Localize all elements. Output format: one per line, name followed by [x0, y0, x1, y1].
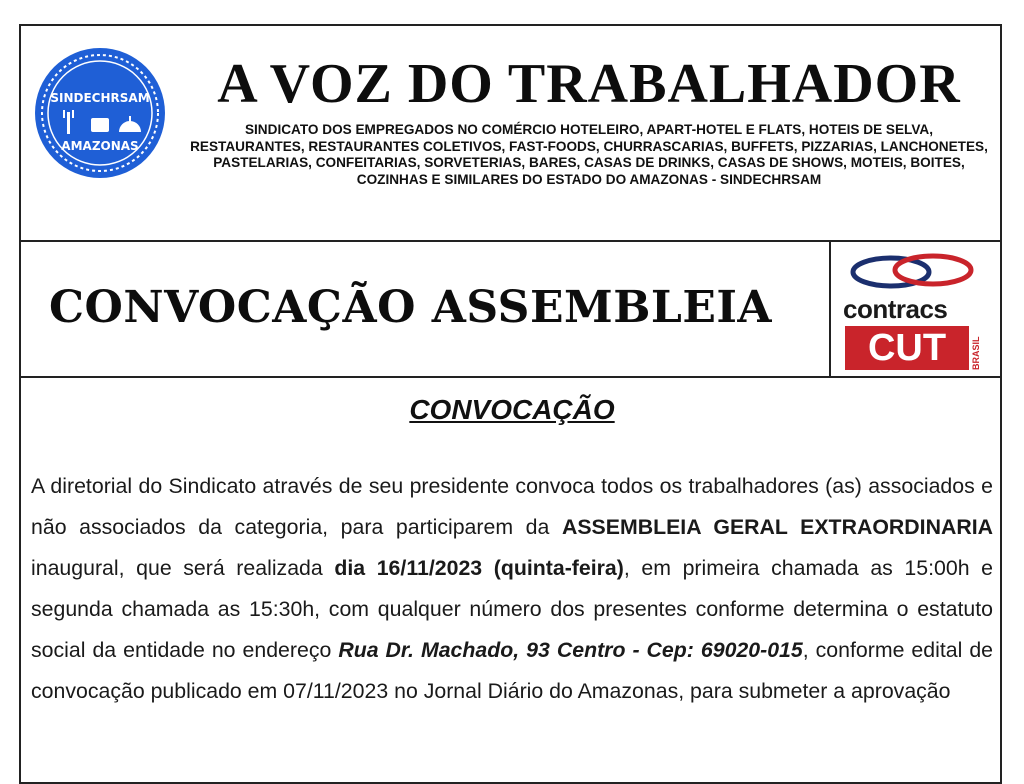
logo-text-top: SINDECHRSAM — [50, 91, 150, 105]
notice-text-2: inaugural, que será realizada — [31, 556, 335, 581]
notice-heading: CONVOCAÇÃO — [409, 394, 615, 425]
cut-logo: CUT — [845, 326, 969, 370]
banner-divider — [829, 242, 831, 376]
contracs-logo-text: contracs — [843, 294, 948, 324]
notice-text-4: , conforme edital de convocação publicado em 07/11/2023 no Jornal Diário do Amazonas, para submeter a aprovação — [31, 638, 994, 704]
assembly-name: ASSEMBLEIA GERAL EXTRAORDINARIA — [561, 515, 994, 540]
banner-title: CONVOCAÇÃO ASSEMBLEIA — [49, 282, 773, 333]
banner-section — [21, 242, 1000, 378]
meeting-date: dia 16/11/2023 (quinta-feira) — [334, 556, 624, 581]
logo-text-bottom: AMAZONAS — [61, 139, 139, 153]
notice-body — [31, 466, 993, 713]
union-full-name: SINDICATO DOS EMPREGADOS NO COMÉRCIO HOTELEIRO, APART-HOTEL E FLATS, HOTEIS DE SELVA, RESTAURANTES, RESTAURANTES COLETIVOS, FAST-FOODS, CHURRASCARIAS, BUFFETS, PIZZARIAS, LANCHONETES, PASTELARIAS, CONFEITARIAS, SORVETERIAS, BARES, CASAS DE DRINKS, CASAS DE SHOWS, MOTEIS, BOITES, COZINHAS E SIMILARES DO ESTADO DO AMAZONAS - SINDECHRSAM — [190, 122, 988, 187]
rings-icon — [843, 250, 983, 294]
notice-text-3: , em primeira chamada as 15:00h e segunda chamada as 15:30h, com qualquer número dos presentes conforme determina o estatuto social da entidade no endereço — [31, 556, 993, 663]
cut-country-label: BRASIL — [971, 336, 981, 370]
meeting-address: Rua Dr. Machado, 93 Centro - Cep: 69020-015 — [338, 638, 803, 663]
sindechrsam-logo — [33, 46, 167, 180]
partner-logos — [837, 250, 997, 372]
masthead-title: A VOZ DO TRABALHADOR — [217, 53, 961, 115]
header-section — [21, 26, 1000, 242]
notice-text-1: A diretorial do Sindicato através de seu presidente convoca todos os trabalhadores (as) associados e não associados da categoria, para participarem da — [31, 474, 993, 540]
